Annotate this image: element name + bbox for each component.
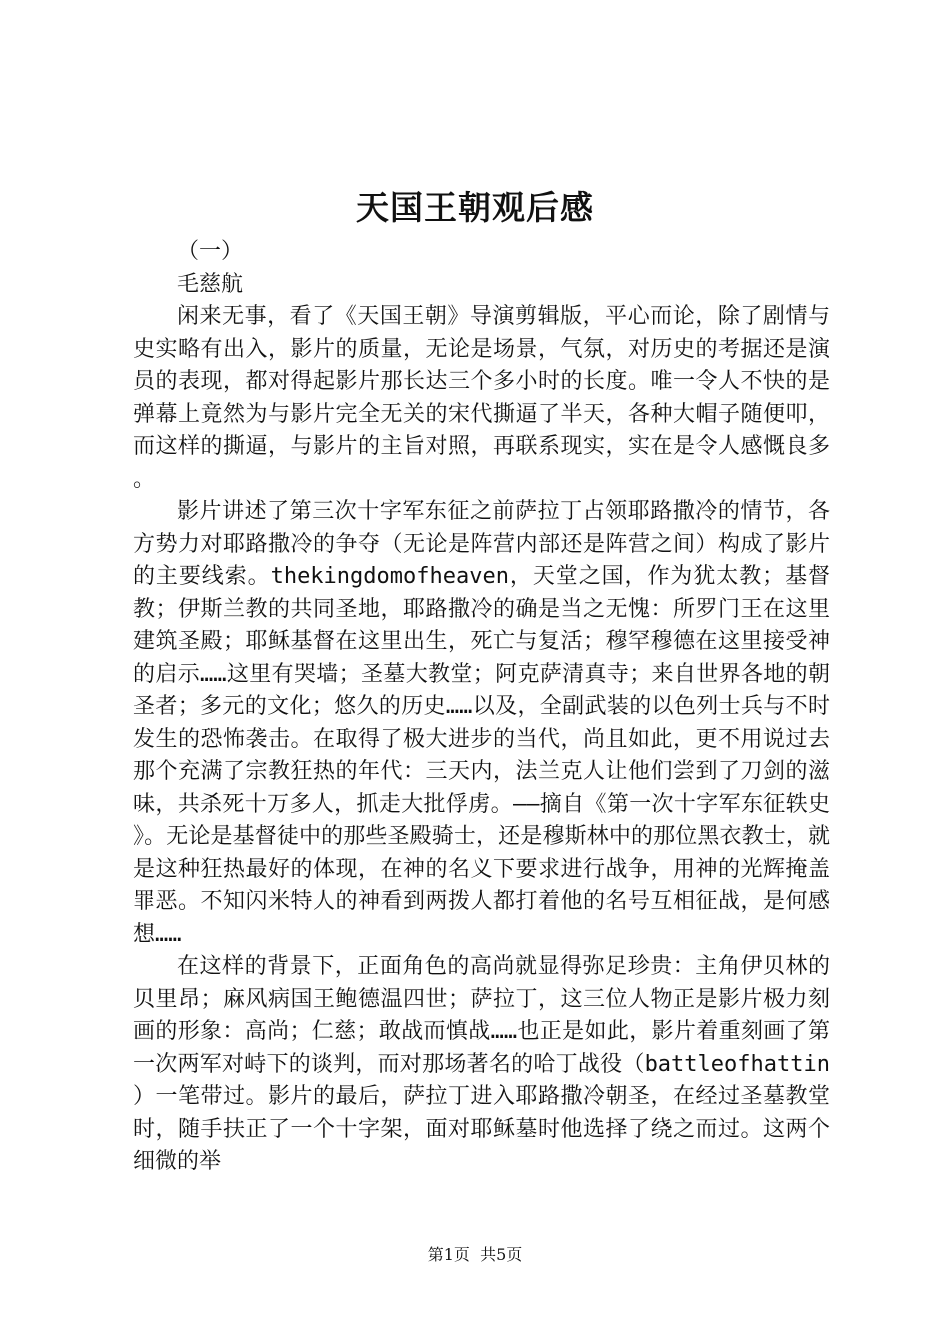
document-title: 天国王朝观后感 bbox=[356, 188, 594, 227]
section-label: （一） bbox=[177, 239, 244, 264]
paragraph: 闲来无事，看了《天国王朝》导演剪辑版，平心而论，除了剧情与史实略有出入，影片的质量，无论是场景，气氛，对历史的考据还是演员的表现，都对得起影片那长达三个多小时的长度。唯一令人不快的是弹幕上竟然为与影片完全无关的宋代撕逼了半天，各种大帽子随便叩，而这样的撕逼，与影片的主旨对照，再联系现实，实在是令人感慨良多。 bbox=[133, 304, 830, 492]
author-name: 毛慈航 bbox=[177, 271, 244, 297]
page-total: 共5页 bbox=[480, 1245, 523, 1264]
page-number: 第1页 bbox=[427, 1245, 470, 1264]
paragraph: 在这样的背景下，正面角色的高尚就显得弥足珍贵：主角伊贝林的贝里昂；麻风病国王鲍德温四世；萨拉丁，这三位人物正是影片极力刻画的形象：高尚；仁慈；敢战而慎战……也正是如此，影片着重刻画了第一次两军对峙下的谈判，而对那场著名的哈丁战役（battleofhattin）一笔带过。影片的最后，萨拉丁进入耶路撒冷朝圣，在经过圣墓教堂时，随手扶正了一个十字架，面对耶稣墓时他选择了绕之而过。这两个细微的举 bbox=[133, 954, 830, 1174]
page-footer bbox=[0, 1244, 950, 1266]
paragraph: 影片讲述了第三次十字军东征之前萨拉丁占领耶路撒冷的情节，各方势力对耶路撒冷的争夺（无论是阵营内部还是阵营之间）构成了影片的主要线索。thekingdomofheaven，天堂之国，作为犹太教；基督教；伊斯兰教的共同圣地，耶路撒冷的确是当之无愧：所罗门王在这里建筑圣殿；耶稣基督在这里出生，死亡与复活；穆罕穆德在这里接受神的启示……这里有哭墙；圣墓大教堂；阿克萨清真寺；来自世界各地的朝圣者；多元的文化；悠久的历史……以及，全副武装的以色列士兵与不时发生的恐怖袭击。在取得了极大进步的当代，尚且如此，更不用说过去那个充满了宗教狂热的年代：三天内，法兰克人让他们尝到了刀剑的滋味，共杀死十万多人，抓走大批俘虏。——摘自《第一次十字军东征轶史》。无论是基督徒中的那些圣殿骑士，还是穆斯林中的那位黑衣教士，就是这种狂热最好的体现，在神的名义下要求进行战争，用神的光辉掩盖罪恶。不知闪米特人的神看到两拨人都打着他的名号互相征战，是何感想…… bbox=[133, 499, 830, 947]
document-body bbox=[133, 236, 830, 1179]
